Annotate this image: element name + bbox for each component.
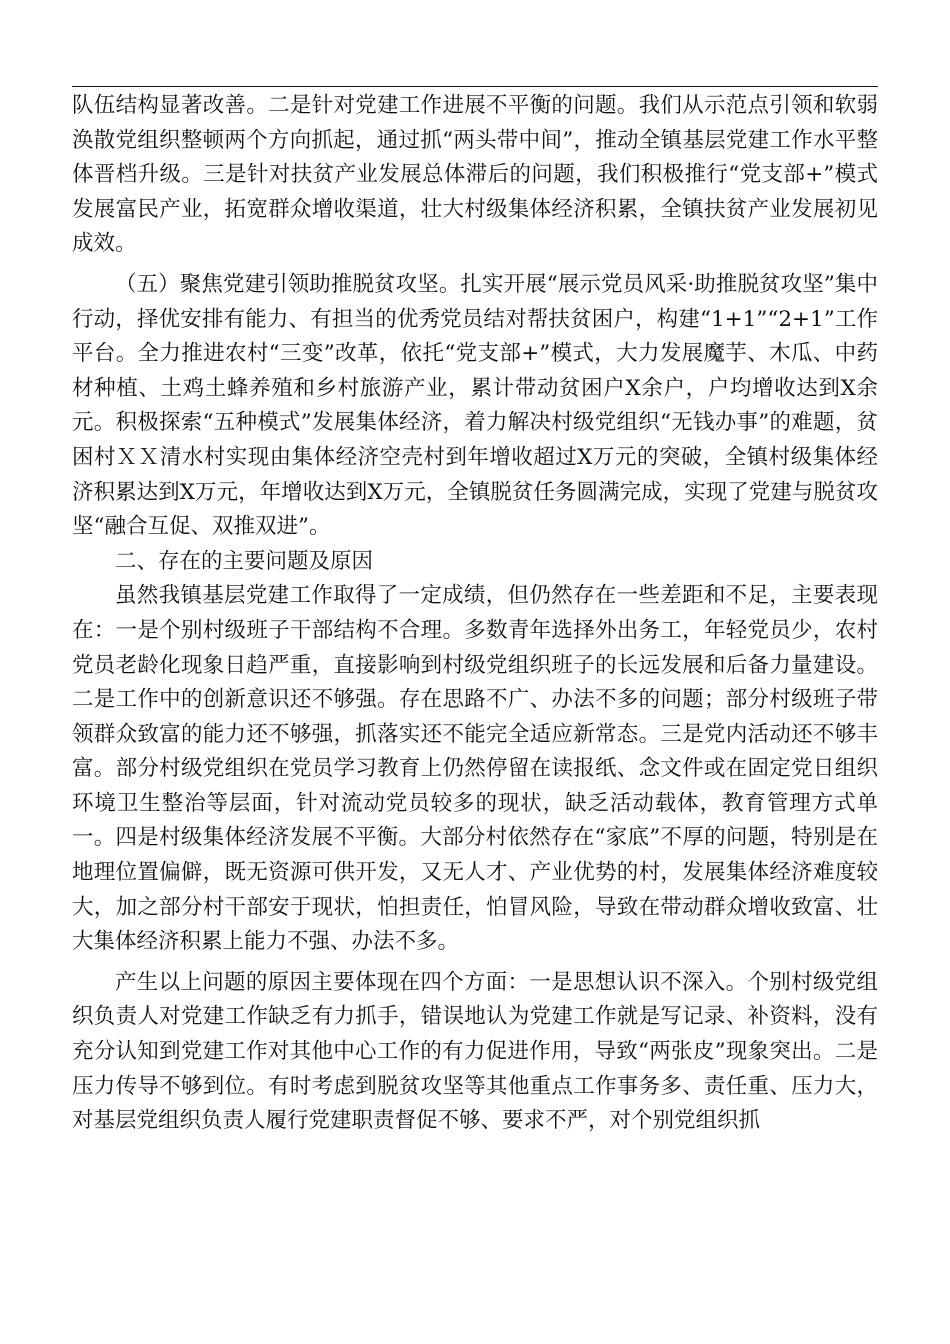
paragraph-continued: 队伍结构显著改善。二是针对党建工作进展不平衡的问题。我们从示范点引领和软弱涣散党组织整顿两个方向抓起，通过抓“两头带中间”，推动全镇基层党建工作水平整体晋档升级。三是针对扶贫产业发展总体滞后的问题，我们积极推行“党支部+”模式发展富民产业，拓宽群众增收渠道，壮大村级集体经济积累，全镇扶贫产业发展初见成效。 xyxy=(72,93,878,257)
paragraph-problems: 虽然我镇基层党建工作取得了一定成绩，但仍然存在一些差距和不足，主要表现在：一是个别村级班子干部结构不合理。多数青年选择外出务工，年轻党员少，农村党员老龄化现象日趋严重，直接影响到村级党组织班子的长远发展和后备力量建设。二是工作中的创新意识还不够强。存在思路不广、办法不多的问题；部分村级班子带领群众致富的能力还不够强，抓落实还不能完全适应新常态。三是党内活动还不够丰富。部分村级党组织在党员学习教育上仍然停留在读报纸、念文件或在固定党日组织环境卫生整治等层面，针对流动党员较多的现状，缺乏活动载体，教育管理方式单一。四是村级集体经济发展不平衡。大部分村依然存在“家底”不厚的问题，特别是在地理位置偏僻，既无资源可供开发，又无人才、产业优势的村，发展集体经济难度较大，加之部分村干部安于现状，怕担责任，怕冒风险，导致在带动群众增收致富、壮大集体经济积累上能力不强、办法不多。 xyxy=(72,583,878,955)
paragraph-causes: 产生以上问题的原因主要体现在四个方面：一是思想认识不深入。个别村级党组织负责人对党建工作缺乏有力抓手，错误地认为党建工作就是写记录、补资料，没有充分认知到党建工作对其他中心工作的有力促进作用，导致“两张皮”现象突出。二是压力传导不够到位。有时考虑到脱贫攻坚等其他重点工作事务多、责任重、压力大，对基层党组织负责人履行党建职责督促不够、要求不严，对个别党组织抓 xyxy=(72,969,878,1134)
paragraph-section-five: （五）聚焦党建引领助推脱贫攻坚。扎实开展“展示党员风采·助推脱贫攻坚”集中行动，择优安排有能力、有担当的优秀党员结对帮扶贫困户，构建“1+1”“2+1”工作平台。全力推进农村“三变”改革，依托“党支部+”模式，大力发展魔芋、木瓜、中药材种植、土鸡土蜂养殖和乡村旅游产业，累计带动贫困户X余户，户均增收达到X余元。积极探索“五种模式”发展集体经济，着力解决村级党组织“无钱办事”的难题，贫困村ＸＸ清水村实现由集体经济空壳村到年增收超过X万元的突破，全镇村级集体经济积累达到X万元，年增收达到X万元，全镇脱贫任务圆满完成，实现了党建与脱贫攻坚“融合互促、双推双进”。 xyxy=(72,271,878,540)
document-page xyxy=(72,86,878,1139)
header-rule xyxy=(72,86,878,87)
section-heading: 二、存在的主要问题及原因 xyxy=(115,548,374,574)
